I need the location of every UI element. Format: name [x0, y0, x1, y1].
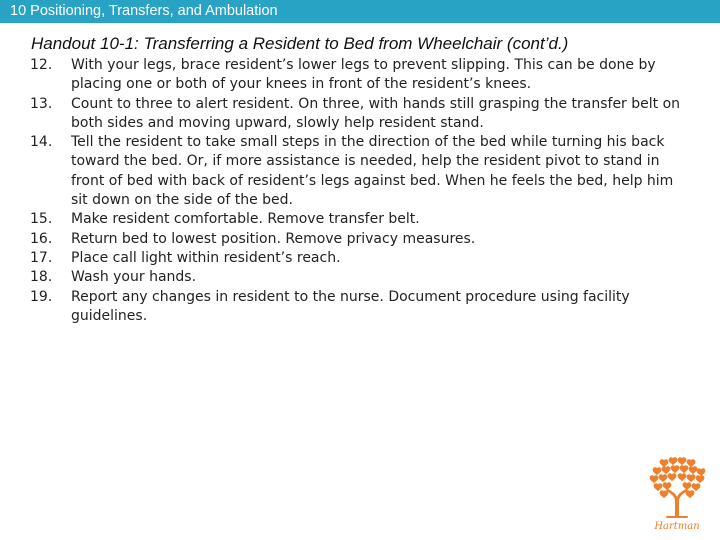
steps-list [30, 56, 690, 326]
step-number: 13. [30, 95, 53, 112]
step-text: Tell the resident to take small steps in the direction of the bed while turning his back toward the bed. Or, if more assistance is needed, help the resident pivot to stand in front of bed with back of resident’s legs against bed. When he feels the bed, help him sit down on the side of the bed. [71, 134, 674, 209]
step-text: Report any changes in resident to the nurse. Document procedure using facility guidelines. [71, 288, 630, 324]
header-bar [0, 0, 720, 23]
step-text: Count to three to alert resident. On three, with hands still grasping the transfer belt on both sides and moving upward, slowly help resident stand. [71, 95, 681, 131]
step-text: Wash your hands. [71, 269, 197, 286]
heart-tree-icon [644, 455, 710, 533]
step-number: 15. [30, 211, 53, 228]
step-text: Place call light within resident’s reach. [71, 249, 341, 266]
step-item [30, 230, 690, 249]
step-text: Make resident comfortable. Remove transfer belt. [71, 211, 420, 228]
step-number: 12. [30, 57, 53, 73]
step-item [30, 288, 690, 327]
step-item [30, 210, 690, 229]
step-item [30, 56, 690, 95]
step-text: Return bed to lowest position. Remove privacy measures. [71, 230, 476, 247]
step-item [30, 268, 690, 287]
chapter-title: 10 Positioning, Transfers, and Ambulation [10, 3, 278, 19]
step-number: 19. [30, 288, 53, 305]
step-text: With your legs, brace resident’s lower legs to prevent slipping. This can be done by placing one or both of your knees in front of the resident’s knees. [71, 57, 656, 93]
step-item [30, 133, 690, 210]
logo-text: Hartman [654, 521, 700, 532]
step-item [30, 249, 690, 268]
step-number: 14. [30, 134, 53, 151]
step-number: 16. [30, 230, 53, 247]
step-item [30, 95, 690, 134]
step-number: 18. [30, 269, 53, 286]
step-number: 17. [30, 249, 53, 266]
hartman-logo [644, 455, 710, 533]
handout-title: Handout 10-1: Transferring a Resident to Bed from Wheelchair (cont’d.) [31, 34, 569, 53]
